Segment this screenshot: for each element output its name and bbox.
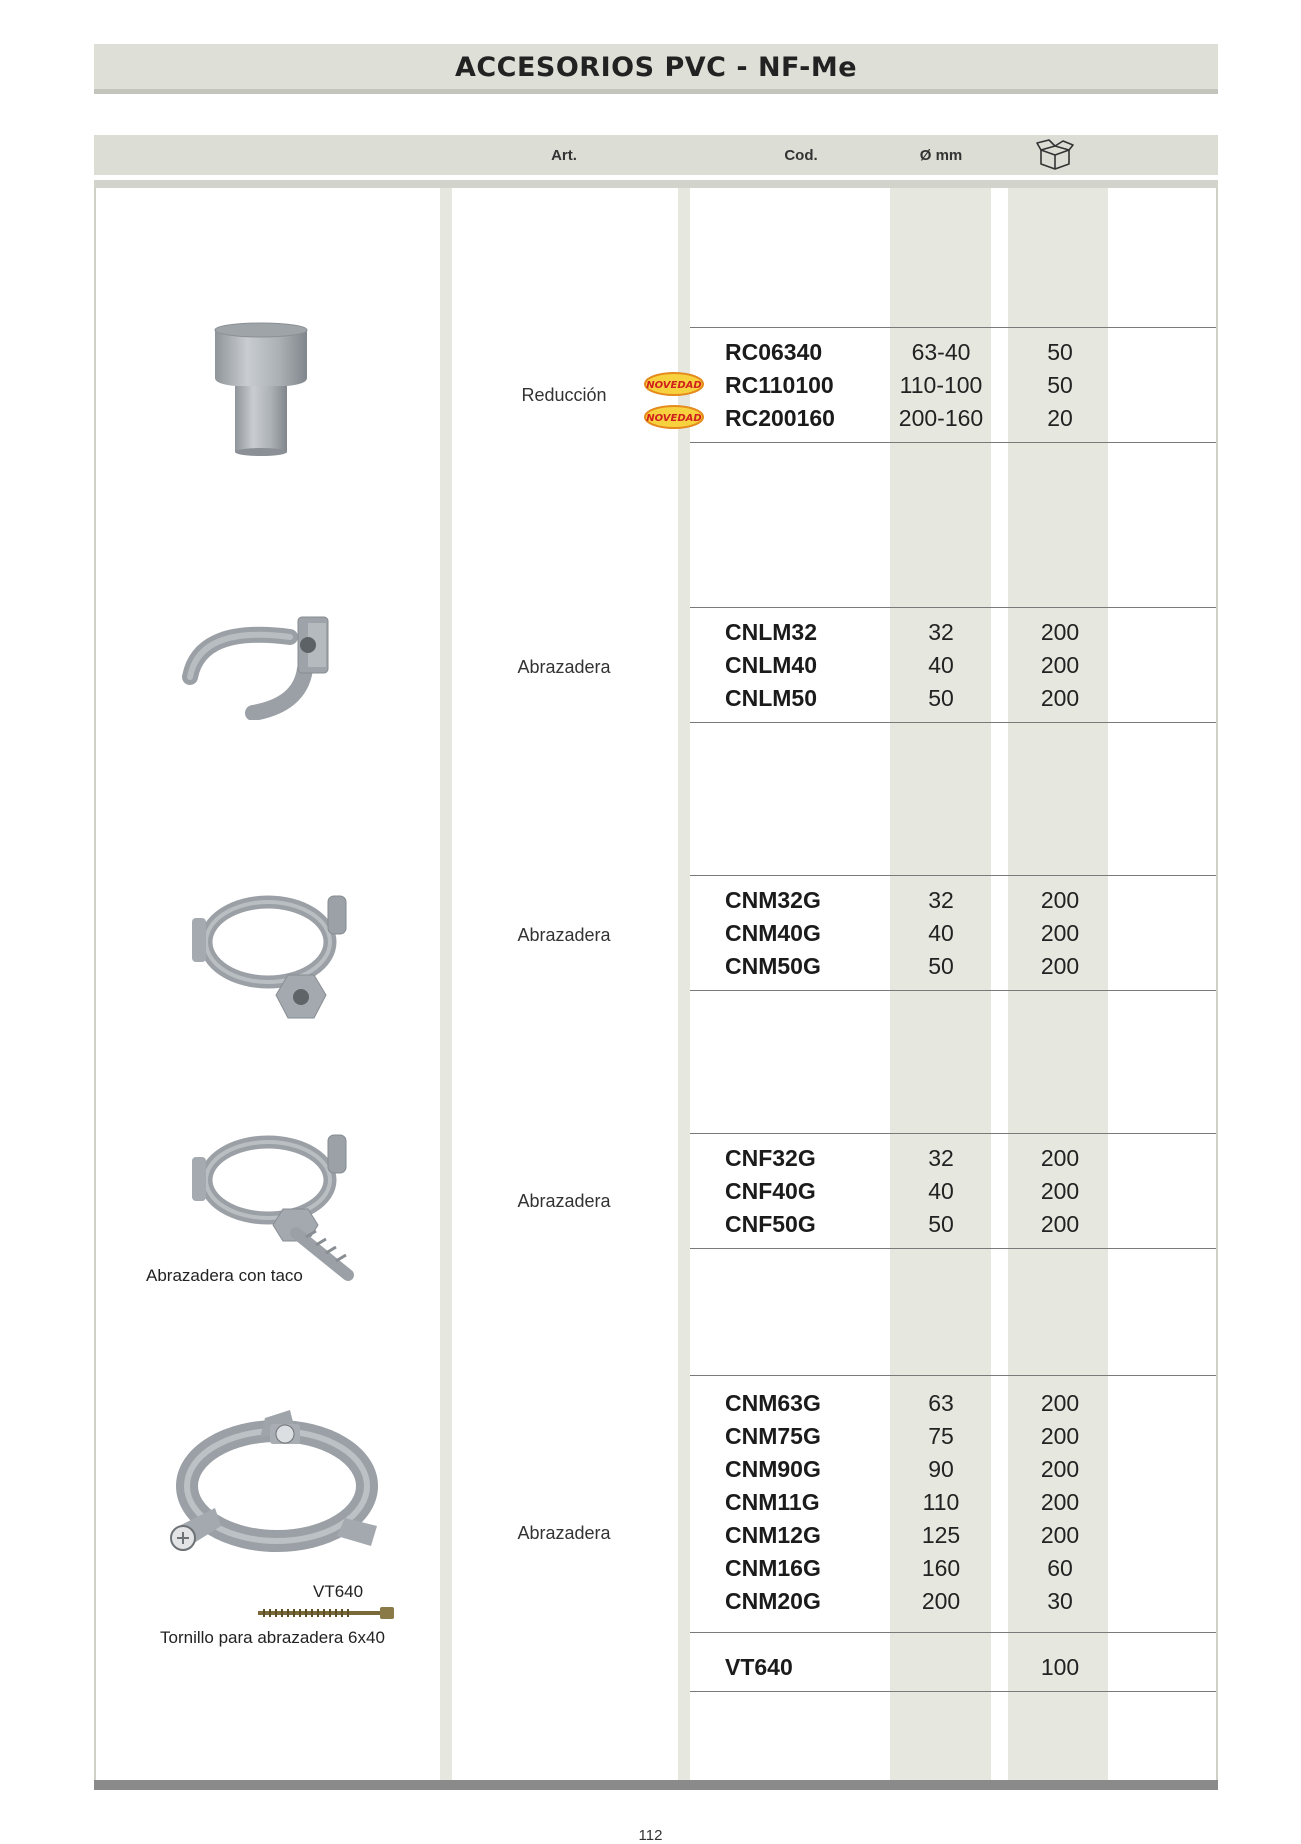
product-code: CNM12G (725, 1522, 821, 1548)
product-diameter: 75 (928, 1423, 954, 1449)
open-clamp-image (180, 605, 355, 720)
row-separator (690, 1133, 1216, 1134)
product-diameter: 90 (928, 1456, 954, 1482)
article-name: Reducción (521, 385, 607, 405)
product-diameter: 63-40 (911, 339, 971, 365)
product-code: VT640 (725, 1654, 793, 1680)
product-code: CNM63G (725, 1390, 821, 1416)
product-diameter: 32 (928, 1145, 954, 1171)
product-qty: 200 (1040, 1456, 1080, 1482)
product-qty: 200 (1040, 619, 1080, 645)
product-qty: 200 (1040, 920, 1080, 946)
product-code: CNM75G (725, 1423, 821, 1449)
row-separator (690, 607, 1216, 608)
article-name: Abrazadera (517, 1523, 611, 1543)
product-code: RC110100 (725, 372, 834, 398)
product-qty: 200 (1040, 887, 1080, 913)
product-qty: 200 (1040, 1423, 1080, 1449)
product-diameter: 200-160 (898, 405, 984, 431)
product-diameter: 32 (928, 887, 954, 913)
product-qty: 200 (1040, 1145, 1080, 1171)
row-separator (690, 1632, 1216, 1633)
product-code: CNLM50 (725, 685, 818, 711)
screw-image (258, 1607, 396, 1619)
table-bottom-border (94, 1780, 1218, 1790)
badge-label: NOVEDAD (646, 380, 702, 391)
row-separator (690, 722, 1216, 723)
table-top-border (94, 180, 1218, 188)
product-diameter: 110 (922, 1489, 960, 1515)
product-diameter: 40 (928, 1178, 954, 1204)
product-code: CNF32G (725, 1145, 816, 1171)
product-qty: 50 (1047, 372, 1073, 398)
article-name: Abrazadera (517, 657, 611, 677)
row-separator (690, 990, 1216, 991)
page-number: 112 (638, 1827, 663, 1844)
column-art: Art. (551, 147, 577, 164)
product-diameter: 40 (928, 652, 954, 678)
product-diameter: 32 (928, 619, 954, 645)
product-diameter: 40 (928, 920, 954, 946)
row-separator (690, 442, 1216, 443)
row-separator (690, 875, 1216, 876)
product-qty: 200 (1040, 1211, 1080, 1237)
product-diameter: 110-100 (899, 372, 983, 398)
badge-label: NOVEDAD (646, 413, 702, 424)
reduction-fitting-image (206, 322, 316, 457)
product-qty: 200 (1040, 1178, 1080, 1204)
product-qty: 200 (1040, 1390, 1080, 1416)
product-qty: 60 (1047, 1555, 1073, 1581)
product-diameter: 63 (928, 1390, 954, 1416)
product-qty: 200 (1040, 1522, 1080, 1548)
row-separator (690, 1691, 1216, 1692)
novedad-badge (644, 372, 704, 396)
product-code: CNF40G (725, 1178, 816, 1204)
product-qty: 200 (1040, 652, 1080, 678)
page-title: ACCESORIOS PVC - NF-Me (454, 52, 858, 83)
large-clamp-image (165, 1408, 395, 1563)
screw-code-caption: VT640 (313, 1582, 364, 1601)
column-diameter: Ø mm (919, 147, 963, 164)
box-icon (1035, 138, 1075, 172)
product-code: CNM90G (725, 1456, 821, 1482)
product-qty: 30 (1047, 1588, 1073, 1614)
product-qty: 200 (1040, 685, 1080, 711)
product-qty: 20 (1047, 405, 1073, 431)
product-code: CNLM40 (725, 652, 818, 678)
product-code: CNM16G (725, 1555, 821, 1581)
screw-caption: Tornillo para abrazadera 6x40 (160, 1628, 385, 1647)
ring-clamp-image (188, 880, 363, 1025)
row-separator (690, 1375, 1216, 1376)
row-separator (690, 327, 1216, 328)
product-code: CNF50G (725, 1211, 816, 1237)
row-separator (690, 1248, 1216, 1249)
product-diameter: 200 (921, 1588, 961, 1614)
product-code: CNM40G (725, 920, 821, 946)
product-qty: 100 (1040, 1654, 1080, 1680)
product-diameter: 125 (921, 1522, 961, 1548)
product-diameter: 50 (928, 953, 954, 979)
product-diameter: 50 (928, 685, 954, 711)
product-qty: 200 (1040, 953, 1080, 979)
title-bar (94, 44, 1218, 94)
novedad-badge (644, 405, 704, 429)
article-name: Abrazadera (517, 1191, 611, 1211)
column-divider (440, 188, 452, 1780)
product-qty: 200 (1040, 1489, 1080, 1515)
product-code: CNM50G (725, 953, 821, 979)
product-code: RC200160 (725, 405, 835, 431)
product-qty: 50 (1047, 339, 1073, 365)
product-code: CNM20G (725, 1588, 821, 1614)
product-caption: Abrazadera con taco (146, 1266, 303, 1285)
product-diameter: 50 (928, 1211, 954, 1237)
column-cod: Cod. (784, 147, 818, 164)
product-code: CNM11G (725, 1489, 820, 1515)
product-code: RC06340 (725, 339, 823, 365)
column-header (94, 135, 1218, 175)
product-code: CNLM32 (725, 619, 818, 645)
product-diameter: 160 (921, 1555, 961, 1581)
product-code: CNM32G (725, 887, 821, 913)
article-name: Abrazadera (517, 925, 611, 945)
